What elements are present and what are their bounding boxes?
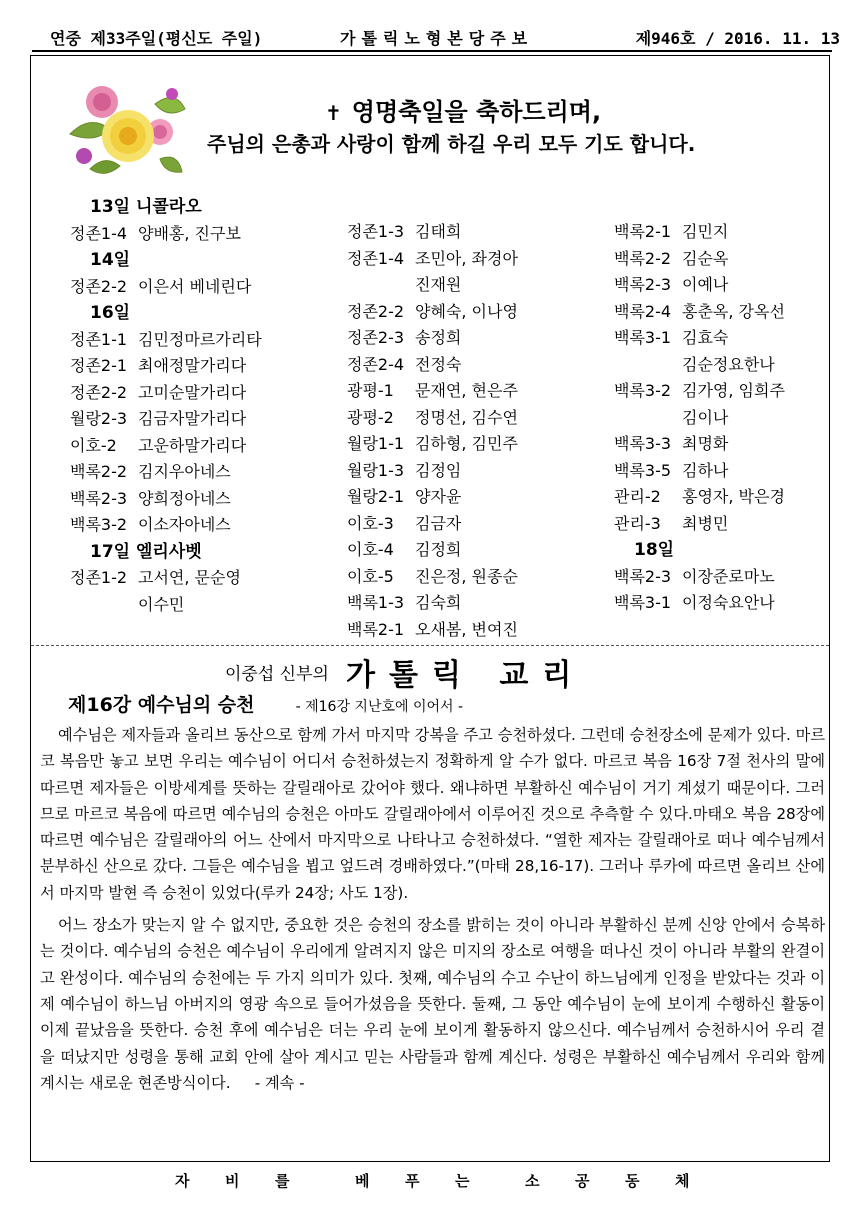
member-names: 고미순말가리다 [138,382,247,402]
zone-label: 백록2-1 [614,222,672,241]
zone-label: 월랑1-3 [347,460,405,480]
lesson-paragraph-1: 예수님은 제자들과 올리브 동산으로 함께 가서 마지막 강복을 주고 승천하셨다. 그런데 승천장소에 문제가 있다. 마르코 복음만 놓고 보면 우리는 예수님이 어디서 승천하셨는지 정확하게 알 수가 없다. 마르코 복음 16장 7절 천사의 말에 따르면 제자들은 이방세계를 뜻하는 갈릴래아로 갔어야 했다. 왜냐하면 부활하신 예수님이 거기 계셨기 때문이다. 그러므로 마르코 복음에 따르면 예수님의 승천은 아마도 갈릴래아에서 이루어진 것으로 추측할 수 있다.마태오 복음 28장에 따르면 예수님은 갈릴래아의 어느 산에서 마지막으로 나타나고 승천하셨다. “열한 제자는 갈릴래아로 떠나 예수님께서 분부하신 산으로 갔다. 그들은 예수님을 뵙고 엎드려 경배하였다.”(마태 28,16-17). 그러나 루카에 따르면 올리브 산에서 마지막 발현 즉 승천이 있었다(루카 24장; 사도 1장). [40,726,825,902]
zone-label: 월랑1-1 [347,434,405,453]
zone-label: 백록3-1 [614,593,672,612]
footer-char: 푸 [405,1172,420,1190]
member-names: 김하형, 김민주 [415,434,518,453]
zone-label: 광평-1 [347,381,394,400]
cross-icon: ✝ [325,101,342,125]
lesson-paragraph-2-text: 어느 장소가 맞는지 알 수 없지만, 중요한 것은 승천의 장소를 밝히는 것이 아니라 부활하신 분께 신앙 안에서 승복하는 것이다. 예수님의 승천은 예수님이 우리에게 알려지지 않은 미지의 장소로 여행을 떠나신 것이 아니라 부활의 완결이고 완성이다. 예수님의 승천에는 두 가지 의미가 있다. 첫째, 예수님의 수고 수난이 하느님에게 인정을 받았다는 것과 이제 예수님이 하느님 아버지의 영광 속으로 들어가셨음을 뜻한다. 둘째, 그 동안 예수님이 눈에 보이게 수행하신 활동이 이제 끝났음을 뜻한다. 승천 후에 예수님은 더는 우리 눈에 보이게 활동하지 않으신다. 예수님께서 승천하시어 우리 곁을 떠났지만 성령을 통해 교회 안에 살아 계시고 믿는 사람들과 함께 계신다. 성령은 부활하신 예수님께서 우리와 함께 계시는 새로운 현존방식이다. [40,916,825,1092]
feast-entry [347,511,518,538]
feast-entry [70,433,262,460]
feast-entry [347,352,518,379]
member-names: 김민정마르가리타 [138,329,262,349]
zone-label: 정존1-4 [347,248,405,268]
greeting-line1: 영명축일을 축하드리며, [351,98,602,126]
lesson-subtitle: - 제16강 지난호에 이어서 - [295,699,464,715]
feast-entry [347,484,518,511]
feast-entry [70,274,262,301]
issue-number-date: 제946호 / 2016. 11. 13 [635,29,840,48]
zone-label: 백록2-2 [70,462,128,481]
feast-entry [614,431,785,458]
member-names: 김민지 [682,222,729,241]
feast-list-column-1 [70,194,262,618]
feast-entry [614,484,785,511]
zone-label: 백록2-3 [70,488,128,508]
zone-label: 정존2-2 [70,382,128,402]
feast-entry [347,537,518,564]
feast-entry [347,299,518,326]
feast-entry [70,353,262,380]
member-names: 김금자말가리다 [138,409,247,428]
feast-day-heading: 18일 [634,540,675,560]
footer-char: 베 [355,1172,370,1190]
zone-label: 이호-3 [347,513,394,533]
zone-label: 백록3-5 [614,460,672,480]
member-names: 양자윤 [415,487,462,506]
zone-label: 백록2-1 [347,619,405,639]
member-names: 최명화 [682,434,729,453]
zone-label: 백록3-3 [614,434,672,453]
zone-label: 이호-5 [347,566,394,586]
member-names: 김가영, 임희주 [682,381,785,400]
feast-entry [347,378,518,405]
zone-label: 월랑2-1 [347,487,405,506]
feast-entry [614,564,785,591]
member-names: 양희정아네스 [138,488,231,508]
feast-list-column-3 [614,219,785,617]
footer-char: 공 [575,1172,590,1190]
member-names: 김숙희 [415,593,462,612]
feast-entry [614,246,785,273]
footer-char: 체 [675,1172,690,1190]
feast-names-continued: 진재원 [415,275,462,294]
feast-entry [347,564,518,591]
liturgical-day: 연중 제33주일(평신도 주일) [50,29,263,48]
member-names: 김정희 [415,540,462,559]
member-names: 김지우아네스 [138,462,231,481]
section-divider [31,645,829,646]
zone-label: 정존1-4 [70,223,128,243]
feast-entry [70,512,262,539]
zone-label: 정존2-4 [347,354,405,374]
zone-label: 정존1-2 [70,568,128,587]
zone-label: 백록2-3 [614,566,672,586]
feast-entry [347,405,518,432]
feast-entry [347,219,518,246]
feast-entry [614,458,785,485]
catechism-author: 이중섭 신부의 [225,664,329,685]
zone-label: 정존1-3 [347,222,405,241]
member-names: 문재연, 현은주 [415,381,518,400]
zone-label: 백록2-3 [614,275,672,294]
member-names: 송정희 [415,328,462,347]
member-names: 양배홍, 진구보 [138,223,241,243]
feast-entry [614,325,785,352]
zone-label: 백록1-3 [347,593,405,612]
feast-entry [347,246,518,273]
feast-entry [70,565,262,592]
lesson-title: 제16강 예수님의 승천 [68,694,255,716]
greeting-title [325,92,601,127]
zone-label: 광평-2 [347,407,394,427]
member-names: 전정숙 [415,354,462,374]
member-names: 최병민 [682,513,729,533]
continued-marker: - 계속 - [254,1073,305,1092]
member-names: 이예나 [682,275,729,294]
catechism-title: 가톨릭 교리 [346,658,586,693]
feast-names-continued: 김순정요한나 [682,354,775,374]
feast-entry [347,590,518,617]
feast-list-column-2 [347,219,518,643]
zone-label: 정존1-1 [70,329,128,349]
zone-label: 정존2-2 [347,301,405,321]
feast-entry [614,511,785,538]
feast-names-continued: 이수민 [138,594,185,614]
member-names: 고서연, 문순영 [138,568,241,587]
header-rule [32,50,832,52]
member-names: 김순옥 [682,248,729,268]
feast-entry [70,327,262,354]
footer-char: 는 [455,1172,470,1190]
lesson-heading [68,690,463,717]
feast-day-heading: 16일 [90,303,131,323]
member-names: 이정숙요안나 [682,593,775,612]
feast-entry [614,219,785,246]
feast-entry [70,221,262,248]
footer-char: 를 [275,1172,290,1190]
feast-entry [614,299,785,326]
zone-label: 이호-2 [70,435,117,455]
catechism-heading [225,650,585,694]
member-names: 홍영자, 박은경 [682,487,785,506]
member-names: 진은정, 원종순 [415,566,518,586]
zone-label: 백록3-1 [614,328,672,347]
zone-label: 관리-3 [614,513,661,533]
feast-entry [614,378,785,405]
zone-label: 관리-2 [614,487,661,506]
feast-entry [347,458,518,485]
member-names: 이은서 베네린다 [138,276,252,296]
footer-char: 동 [625,1172,640,1190]
member-names: 홍춘옥, 강옥선 [682,301,785,321]
zone-label: 백록2-4 [614,301,672,321]
zone-label: 월랑2-3 [70,409,128,428]
member-names: 양혜숙, 이나영 [415,301,518,321]
parish-bulletin-title: 가톨릭노형본당주보 [340,29,534,48]
lesson-paragraph-2 [40,912,825,1096]
member-names: 김하나 [682,460,729,480]
member-names: 정명선, 김수연 [415,407,518,427]
feast-entry [70,459,262,486]
lesson-body [40,722,825,1102]
zone-label: 정존2-2 [70,276,128,296]
zone-label: 정존2-1 [70,356,128,375]
feast-day-heading: 14일 [90,250,131,270]
feast-names-continued: 김이나 [682,407,729,427]
footer-char: 비 [225,1172,240,1190]
feast-entry [614,590,785,617]
feast-entry [347,431,518,458]
flower-bouquet-icon [60,74,190,184]
member-names: 김효숙 [682,328,729,347]
member-names: 오새봄, 변여진 [415,619,518,639]
feast-entry [70,406,262,433]
feast-entry [70,380,262,407]
footer-char: 자 [175,1172,190,1190]
feast-day-heading: 13일 니콜라오 [90,197,202,217]
member-names: 김금자 [415,513,462,533]
feast-entry [614,272,785,299]
feast-entry [70,486,262,513]
feast-day-heading: 17일 엘리사벳 [90,541,202,562]
zone-label: 백록3-2 [70,515,128,534]
zone-label: 이호-4 [347,540,394,559]
footer-char: 소 [525,1172,540,1190]
member-names: 최애정말가리다 [138,356,247,375]
member-names: 조민아, 좌경아 [415,248,518,268]
member-names: 고운하말가리다 [138,435,247,455]
greeting-prayer: 주님의 은총과 사랑이 함께 하길 우리 모두 기도 합니다. [207,132,696,156]
member-names: 이소자아네스 [138,515,231,534]
member-names: 김정임 [415,460,462,480]
zone-label: 백록3-2 [614,381,672,400]
zone-label: 백록2-2 [614,248,672,268]
feast-entry [347,617,518,644]
feast-entry [347,325,518,352]
member-names: 이장준로마노 [682,566,775,586]
bulletin-header [50,26,840,48]
zone-label: 정존2-3 [347,328,405,347]
member-names: 김태희 [415,222,462,241]
